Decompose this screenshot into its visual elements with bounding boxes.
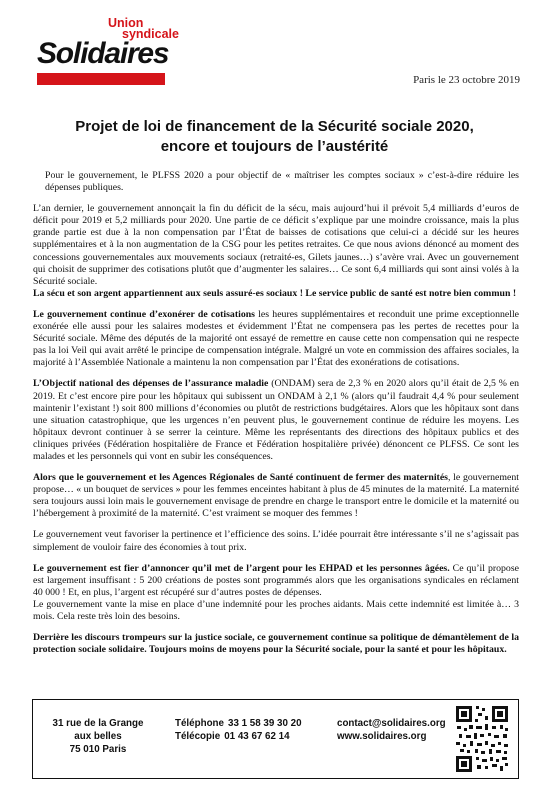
qr-code-icon [454, 704, 510, 774]
maternites-paragraph [33, 472, 519, 520]
conclusion-text: Derrière les discours trompeurs sur la justice sociale, ce gouvernement continue sa politique de démantèlement de la protection sociale solidaire. Toujours moins de moyens pour la Sécurité sociale, pour la santé et pour les hôpitaux. [33, 632, 519, 656]
exoneration-paragraph [33, 309, 519, 369]
logo-red-bar [37, 73, 165, 85]
maternites-lead: Alors que le gouvernement et les Agences Régionales de Santé continuent de fermer des maternités [33, 472, 448, 484]
ehpad-text: Ce qu’il propose est largement insuffisant : 5 200 créations de postes sont programmés alors que les organisations syndicales en réclament 40 000 ! Et, en plus, l’argent est récupéré sur d’autres postes de dépenses. [33, 562, 519, 598]
ondam-paragraph [33, 378, 519, 463]
ondam-lead: L’Objectif national des dépenses de l’assurance maladie [33, 378, 269, 390]
phone-value: 33 1 58 39 30 20 [228, 718, 302, 729]
solidaires-logo [35, 16, 179, 87]
website-link[interactable]: www.solidaires.org [337, 731, 427, 742]
intro-paragraph: Pour le gouvernement, le PLFSS 2020 a pour objectif de « maîtriser les comptes sociaux » c’est-à-dire réduire les dépenses publiques. [45, 170, 519, 194]
maternites-text: , le gouvernement propose… « un bouquet de services » pour les femmes enceintes habitant à plus de 45 minutes de la maternité. La maternité sera toujours aussi loin mais le gouvernement envisage de prendre en charge le transport entre le domicile et la maternité ou l’hébergement à proximité de la maternité. C’est vraiment se moquer des femmes ! [33, 472, 519, 520]
ondam-text: (ONDAM) sera de 2,3 % en 2020 alors qu’il était de 2,5 % en 2019. Et c’est encore pire pour les hôpitaux qui subissent un ONDAM à 2,1 % (alors qu’il faudrait 4,4 % pour seulement maintenir l’existant !) soit 800 millions d’économies ou plutôt de restrictions budgétaires. Alors que les hôpitaux sont dans une situation catastrophique, que les urgences n’en peuvent plus, le gouvernement continue de réduire les moyens. Les hôpitaux devront continuer à se serrer la ceinture. Même les représentants des directions des hôpitaux publics et des cliniques privées (Fédération hospitalière de France et Fédération hospitalière privée) dénoncent ce PLFSS. Ce sont les malades et les personnels qui vont en subir les conséquences. [33, 378, 519, 462]
ehpad-lead: Le gouvernement est fier d’annoncer qu’il met de l’argent pour les EHPAD et les personnes âgées. [33, 562, 450, 574]
footer-contact [337, 717, 446, 743]
contact-footer [32, 699, 519, 779]
logo-syndicale-text: syndicale [122, 27, 179, 41]
address-line-3: 75 010 Paris [69, 744, 127, 755]
title-line-1: Projet de loi de financement de la Sécurité sociale 2020, [75, 118, 474, 135]
deficit-text: L’an dernier, le gouvernement annonçait la fin du déficit de la sécu, mais aujourd’hui il prévoit 5,4 milliards d’euros de déficit pour 2019 et 5,2 milliards pour 2020. Une partie de ce déficit s’explique par une moindre croissance, mais la plus grande partie est due à la non compensation par l’État de baisses de cotisations que celui-ci a décidé sur les heures supplémentaires et à la non augmentation de la CSG pour les petites retraites. Ce que nous avions dénoncé au moment des concessions gouvernementales aux mouvements sociaux (retraité-es, Gilets jaunes…) s’avère vrai. Avec un gouvernement qui choisit de supprimer des cotisations plutôt que d’augmenter les salaires… Ce sont 6,4 milliards qui sont ainsi volés à la Sécurité sociale. [33, 203, 519, 287]
pertinence-paragraph: Le gouvernement veut favoriser la pertinence et l’efficience des soins. L’idée pourrait être intéressante s’il ne s’agissait pas simplement de vouloir faire des économies à tout prix. [33, 529, 519, 553]
exoneration-text: les heures supplémentaires et reconduit une prime exceptionnelle exonérée elle aussi pour les salaires modestes et évidemment l’État ne compensera pas les pertes de recettes pour la Sécurité sociale. Même des députés de la majorité ont essayé de remettre en cause cette non compensation qui ne respecte pas la loi Veil qui avait arrêté le principe de compensation intégrale. Malgré un vote en commission des affaires sociales, la majorité à l’Assemblée Nationale a maintenu la non compensation par l’État des exonérations de cotisations. [33, 308, 520, 369]
address-line-1: 31 rue de la Grange [52, 718, 144, 729]
deficit-slogan: La sécu et son argent appartiennent aux seuls assuré-es sociaux ! Le service public de santé est notre bien commun ! [33, 287, 517, 299]
email-link[interactable]: contact@solidaires.org [337, 718, 446, 729]
exoneration-lead: Le gouvernement continue d’exonérer de cotisations [33, 308, 255, 320]
title-line-2: encore et toujours de l’austérité [160, 138, 389, 155]
ehpad-paragraph [33, 563, 519, 599]
footer-phones [175, 717, 302, 743]
document-body [33, 170, 519, 665]
phone-label: Téléphone [175, 718, 224, 729]
fax-line [175, 730, 302, 743]
dateline: Paris le 23 octobre 2019 [413, 74, 520, 86]
logo-wordmark: Solidaires [37, 37, 169, 70]
conclusion-paragraph [33, 632, 519, 656]
fax-value: 01 43 67 62 14 [224, 731, 290, 742]
aidants-paragraph: Le gouvernement vante la mise en place d’une indemnité pour les proches aidants. Mais cette indemnité est limitée à… 3 mois. Cela reste très loin des besoins. [33, 598, 519, 622]
document-title [20, 117, 529, 157]
footer-address [43, 717, 153, 756]
logo-union-text: Union [108, 16, 144, 30]
phone-line [175, 717, 302, 730]
fax-label: Télécopie [175, 731, 221, 742]
address-line-2: aux belles [74, 731, 122, 742]
deficit-paragraph [33, 203, 519, 300]
